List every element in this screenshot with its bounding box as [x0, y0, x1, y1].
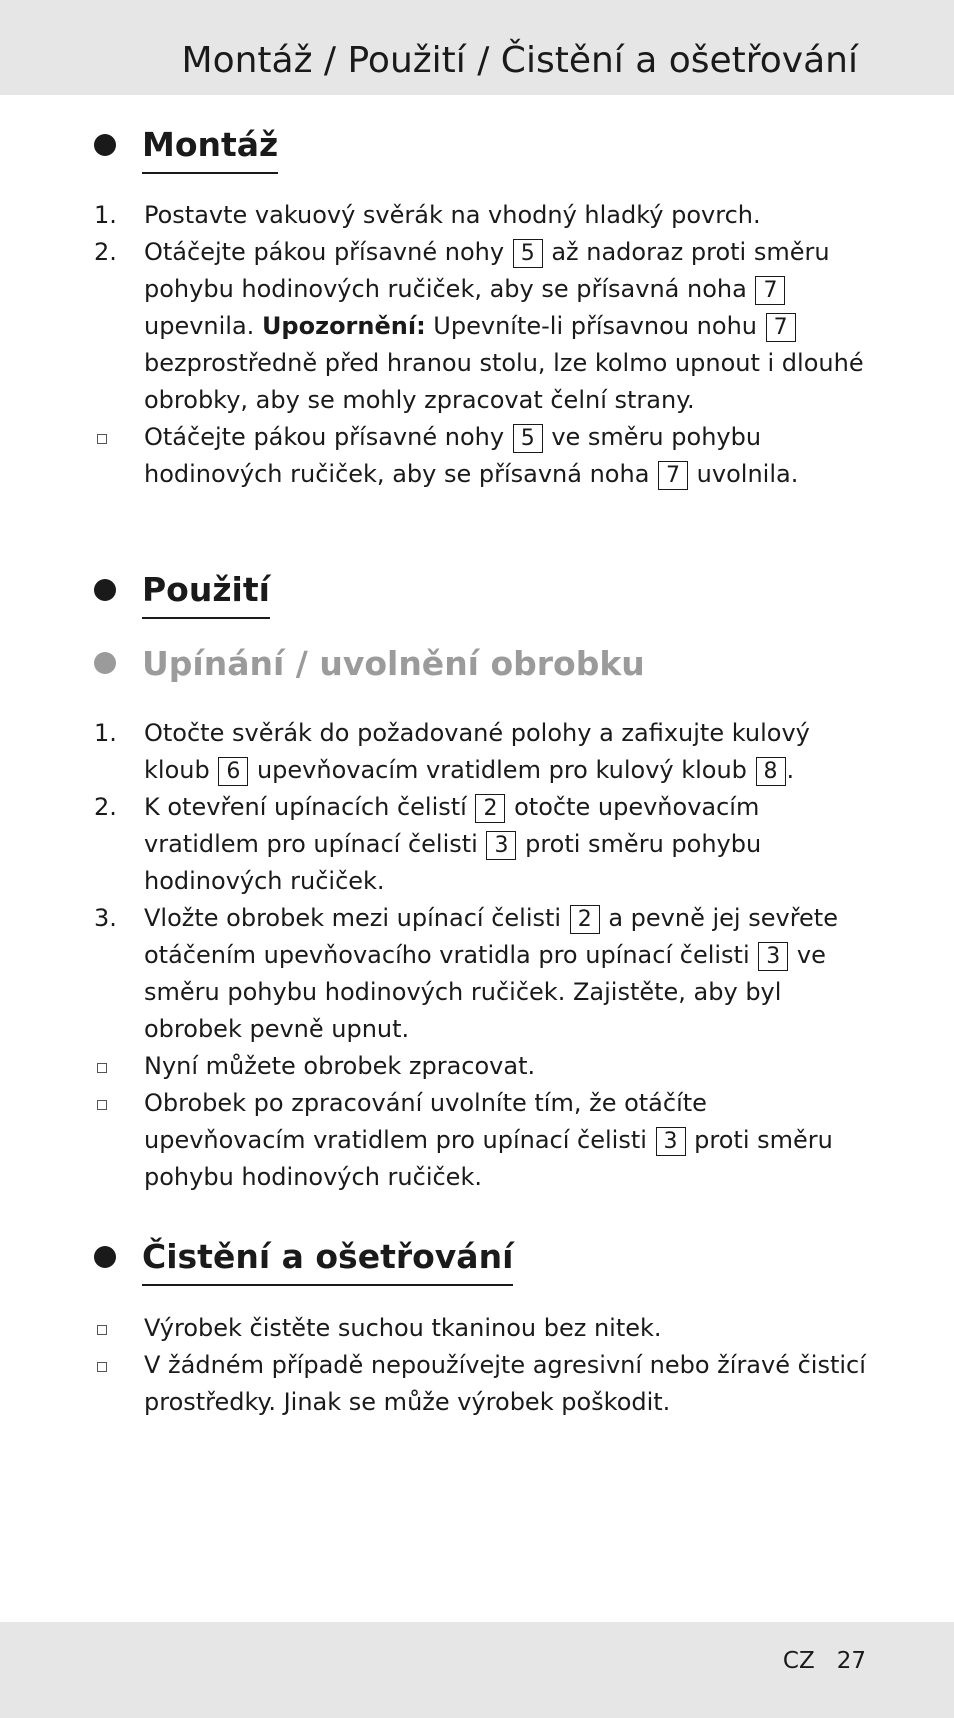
list-item: [94, 900, 874, 1048]
item-text: Výrobek čistěte suchou tkaninou bez nitek.: [144, 1314, 662, 1342]
list-item: [94, 1048, 874, 1085]
item-text: K otevření upínacích čelistí: [144, 793, 475, 821]
item-number: 3.: [94, 904, 117, 932]
part-ref-box: 3: [656, 1127, 686, 1156]
item-text: Nyní můžete obrobek zpracovat.: [144, 1052, 536, 1080]
page-footer: [783, 1648, 866, 1674]
part-ref-box: 3: [486, 831, 516, 860]
item-text: otočte upevňovacím vratidlem pro upínací čelisti: [144, 793, 760, 858]
section-heading-montaz: [94, 120, 278, 169]
item-number: 1.: [94, 719, 117, 747]
item-text: proti směru pohybu hodinových ručiček.: [144, 830, 762, 895]
item-text: Upevníte-li přísavnou nohu: [425, 312, 765, 340]
part-ref-box: 5: [513, 424, 543, 453]
item-text: Vložte obrobek mezi upínací čelisti: [144, 904, 569, 932]
section-title: Čistění a ošetřování: [142, 1237, 513, 1286]
item-text: Otočte svěrák do požadované polohy a zafixujte kulový kloub: [144, 719, 810, 784]
section-heading-cisteni: [94, 1232, 513, 1281]
item-text: až nadoraz proti směru pohybu hodinových ručiček, aby se přísavná noha: [144, 238, 830, 303]
list-item: [94, 789, 874, 900]
list-item: [94, 419, 874, 493]
square-bullet-icon: [97, 1063, 107, 1073]
subheading-upinani: [94, 639, 645, 686]
bullet-dot-icon: [94, 1246, 116, 1268]
part-ref-box: 3: [758, 942, 788, 971]
item-text: bezprostředně před hranou stolu, lze kolmo upnout i dlouhé obrobky, aby se mohly zpracovat čelní strany.: [144, 349, 864, 414]
list-item: [94, 715, 874, 789]
page-number: 27: [836, 1648, 866, 1674]
subsection-title: Upínání / uvolnění obrobku: [142, 644, 645, 683]
language-code: CZ: [782, 1648, 815, 1674]
square-bullet-icon: [97, 1100, 107, 1110]
square-bullet-icon: [97, 1325, 107, 1335]
part-ref-box: 8: [756, 757, 786, 786]
part-ref-box: 7: [766, 313, 796, 342]
part-ref-box: 2: [570, 905, 600, 934]
item-number: 2.: [94, 238, 117, 266]
item-text: V žádném případě nepoužívejte agresivní nebo žíravé čisticí prostředky. Jinak se může výrobek poškodit.: [144, 1351, 866, 1416]
square-bullet-icon: [97, 434, 107, 444]
item-number: 1.: [94, 201, 117, 229]
section-title: Montáž: [142, 125, 278, 174]
item-text: uvolnila.: [689, 460, 799, 488]
section-title: Použití: [142, 570, 270, 619]
item-number: 2.: [94, 793, 117, 821]
bullet-dot-icon: [94, 579, 116, 601]
part-ref-box: 2: [475, 794, 505, 823]
item-text: proti směru pohybu hodinových ručiček.: [144, 1126, 833, 1191]
item-text: ve směru pohybu hodinových ručiček. Zajistěte, aby byl obrobek pevně upnut.: [144, 941, 826, 1043]
montaz-list: [94, 197, 874, 493]
item-text: a pevně jej sevřete otáčením upevňovacího vratidla pro upínací čelisti: [144, 904, 838, 969]
list-item: [94, 1310, 874, 1347]
page-header-title: Montáž / Použití / Čistění a ošetřování: [181, 40, 858, 81]
item-text: upevňovacím vratidlem pro kulový kloub: [249, 756, 755, 784]
bullet-dot-icon: [94, 652, 116, 674]
section-heading-pouziti: [94, 565, 270, 614]
pouziti-list: [94, 715, 874, 1196]
cisteni-list: [94, 1310, 874, 1421]
item-text: ve směru pohybu hodinových ručiček, aby se přísavná noha: [144, 423, 762, 488]
list-item: [94, 1085, 874, 1196]
item-text: upevnila.: [144, 312, 262, 340]
part-ref-box: 7: [755, 276, 785, 305]
warning-label: Upozornění:: [261, 312, 426, 340]
list-item: [94, 234, 874, 419]
part-ref-box: 6: [218, 757, 248, 786]
item-text: Otáčejte pákou přísavné nohy: [144, 238, 512, 266]
item-text: .: [786, 756, 795, 784]
item-text: Obrobek po zpracování uvolníte tím, že otáčíte upevňovacím vratidlem pro upínací čelisti: [144, 1089, 707, 1154]
bullet-dot-icon: [94, 134, 116, 156]
part-ref-box: 5: [513, 239, 543, 268]
square-bullet-icon: [97, 1362, 107, 1372]
list-item: [94, 197, 874, 234]
part-ref-box: 7: [658, 461, 688, 490]
list-item: [94, 1347, 874, 1421]
item-text: Postavte vakuový svěrák na vhodný hladký povrch.: [144, 201, 761, 229]
item-text: Otáčejte pákou přísavné nohy: [144, 423, 512, 451]
